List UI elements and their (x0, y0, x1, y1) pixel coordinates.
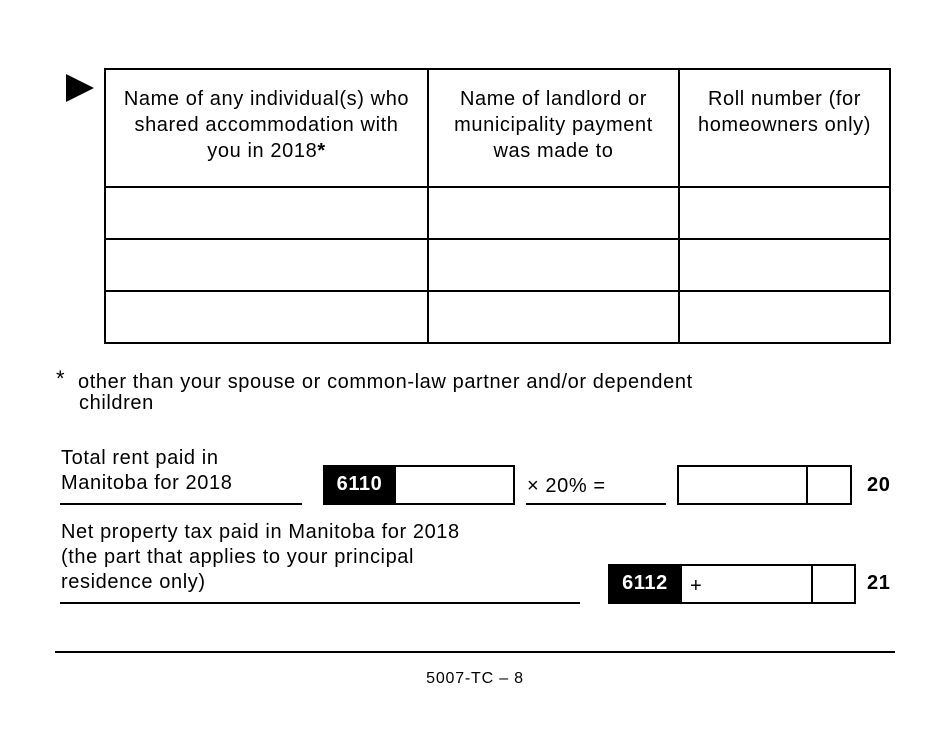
footer-rule (55, 651, 895, 653)
landlord-name-cell[interactable] (428, 239, 679, 291)
column-header-landlord (428, 69, 679, 187)
line-21-number: 21 (867, 572, 891, 594)
shared-accommodation-table (104, 68, 891, 344)
footnote-line-2: children (79, 392, 154, 414)
landlord-name-cell[interactable] (428, 291, 679, 343)
landlord-name-cell[interactable] (428, 187, 679, 239)
line-21-label-line-3: residence only) (61, 571, 206, 593)
individual-name-cell[interactable] (105, 291, 428, 343)
line-20-label (61, 446, 232, 496)
roll-number-cell[interactable] (679, 187, 890, 239)
line-20-label-line-2: Manitoba for 2018 (61, 472, 233, 494)
column-header-individuals (105, 69, 428, 187)
footnote-text (78, 372, 858, 414)
individual-name-cell[interactable] (105, 187, 428, 239)
table-row (105, 291, 890, 343)
line-20-number: 20 (867, 474, 891, 496)
footnote-line-1: other than your spouse or common-law partner and/or dependent (78, 371, 693, 393)
line-20-label-line-1: Total rent paid in (61, 447, 219, 469)
line-20-operator-underline (526, 503, 666, 505)
line-21-code: 6112 (608, 564, 682, 604)
column-header-roll-number-text: Roll number (for homeowners only) (697, 88, 871, 136)
line-21-label-line-2: (the part that applies to your principal (61, 546, 415, 568)
column-header-individuals-text: Name of any individual(s) who shared accommodation with you in 2018 (123, 88, 410, 162)
table-row (105, 187, 890, 239)
column-header-roll-number (679, 69, 890, 187)
line-21-label-line-1: Net property tax paid in Manitoba for 2018 (61, 521, 460, 543)
rent-paid-input[interactable] (396, 465, 515, 505)
line-20-label-underline (60, 503, 302, 505)
line-20-cents-input[interactable] (806, 465, 852, 505)
footnote-asterisk: * (56, 366, 66, 391)
page-identifier: 5007-TC – 8 (426, 670, 524, 687)
individual-name-cell[interactable] (105, 239, 428, 291)
roll-number-cell[interactable] (679, 239, 890, 291)
line-20-code: 6110 (323, 465, 396, 505)
line-21-label (61, 520, 460, 595)
line-20-operator: × 20% = (527, 475, 606, 497)
pointer-arrow-icon (66, 74, 94, 102)
table-row (105, 239, 890, 291)
asterisk-marker: * (317, 140, 326, 162)
line-21-label-underline (60, 602, 580, 604)
line-21-dollars-input[interactable] (682, 564, 813, 604)
column-header-landlord-text: Name of landlord or municipality payment was made to (454, 88, 653, 162)
roll-number-cell[interactable] (679, 291, 890, 343)
line-20-dollars-input[interactable] (677, 465, 808, 505)
table-header-row (105, 69, 890, 187)
line-21-plus-sign: + (690, 575, 703, 597)
line-21-cents-input[interactable] (811, 564, 856, 604)
